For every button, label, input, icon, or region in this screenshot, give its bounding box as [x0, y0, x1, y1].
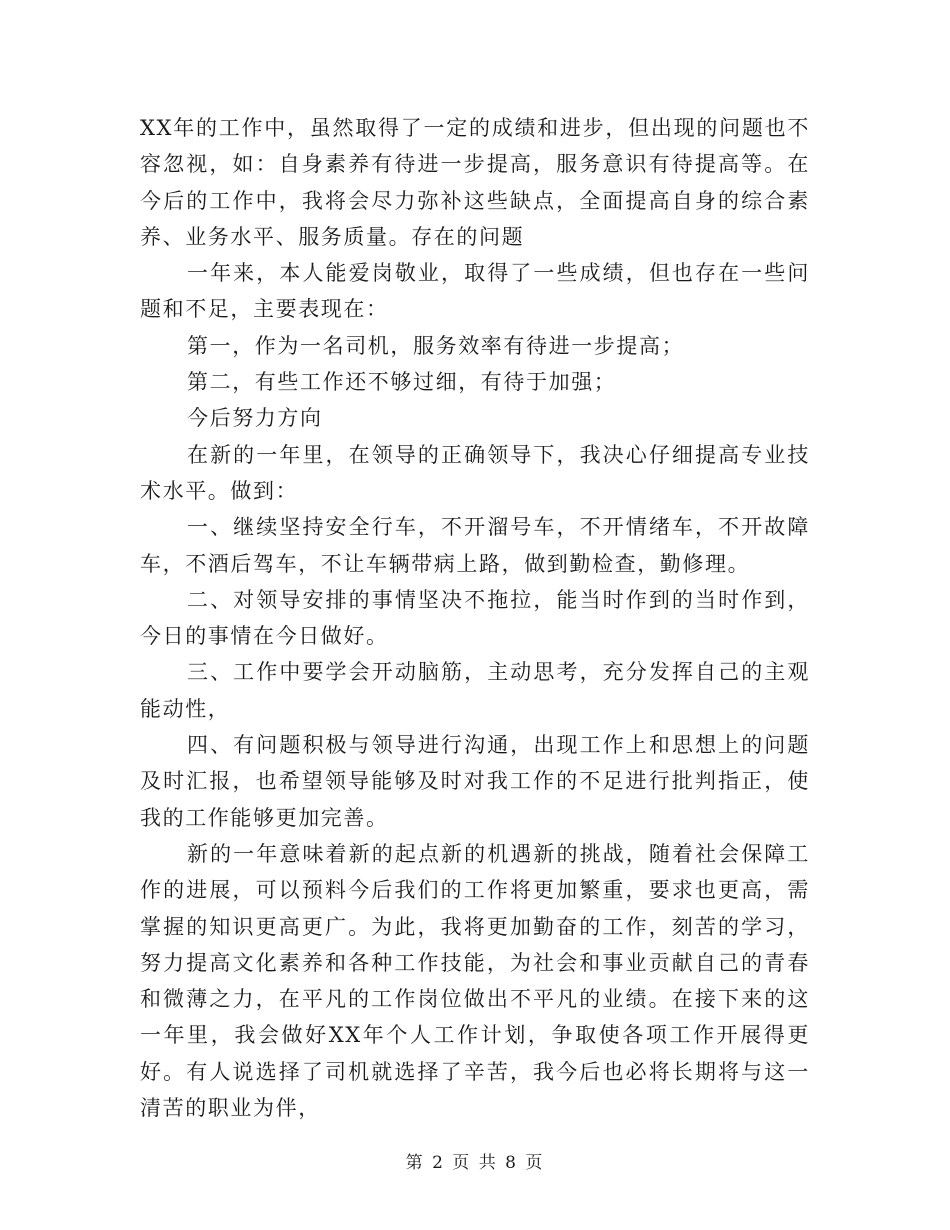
section-heading-direction: 今后努力方向 — [187, 406, 323, 431]
paragraph-problem-2: 第二，有些工作还不够过细，有待于加强； — [187, 370, 617, 395]
paragraph-outlook: 新的一年意味着新的起点新的机遇新的挑战，随着社会保障工作的进展，可以预料今后我们的工作将更加繁重，要求也更高，需掌握的知识更高更广。为此，我将更加勤奋的工作，刻苦的学习，努力提高文化素养和各种工作技能，为社会和事业贡献自己的青春和微薄之力，在平凡的工作岗位做出不平凡的业绩。在接下来的这一年里，我会做好XX年个人工作计划，争取使各项工作开展得更好。有人说选择了司机就选择了辛苦，我今后也必将长期将与这一清苦的职业为伴， — [140, 841, 810, 1121]
paragraph-item-3: 三、工作中要学会开动脑筋，主动思考，充分发挥自己的主观能动性， — [140, 660, 810, 721]
paragraph-problem-1: 第一，作为一名司机，服务效率有待进一步提高； — [187, 333, 685, 358]
page-number-footer: 第 2 页 共 8 页 — [405, 1153, 545, 1173]
paragraph-item-1: 一、继续坚持安全行车，不开溜号车，不开情绪车，不开故障车，不酒后驾车，不让车辆带病上路，做到勤检查，勤修理。 — [140, 515, 810, 576]
paragraph-item-2: 二、对领导安排的事情坚决不拖拉，能当时作到的当时作到，今日的事情在今日做好。 — [140, 587, 810, 649]
paragraph-intro: XX年的工作中，虽然取得了一定的成绩和进步，但出现的问题也不容忽视，如：自身素养有待进一步提高，服务意识有待提高等。在今后的工作中，我将会尽力弥补这些缺点，全面提高自身的综合素养、业务水平、服务质量。存在的问题 — [140, 116, 810, 249]
paragraph-problems: 一年来，本人能爱岗敬业，取得了一些成绩，但也存在一些问题和不足，主要表现在： — [140, 261, 810, 322]
paragraph-new-year: 在新的一年里，在领导的正确领导下，我决心仔细提高专业技术水平。做到： — [140, 442, 810, 503]
paragraph-item-4: 四、有问题积极与领导进行沟通，出现工作上和思想上的问题及时汇报，也希望领导能够及时对我工作的不足进行批判指正，使我的工作能够更加完善。 — [140, 733, 810, 830]
document-body — [140, 110, 810, 1126]
